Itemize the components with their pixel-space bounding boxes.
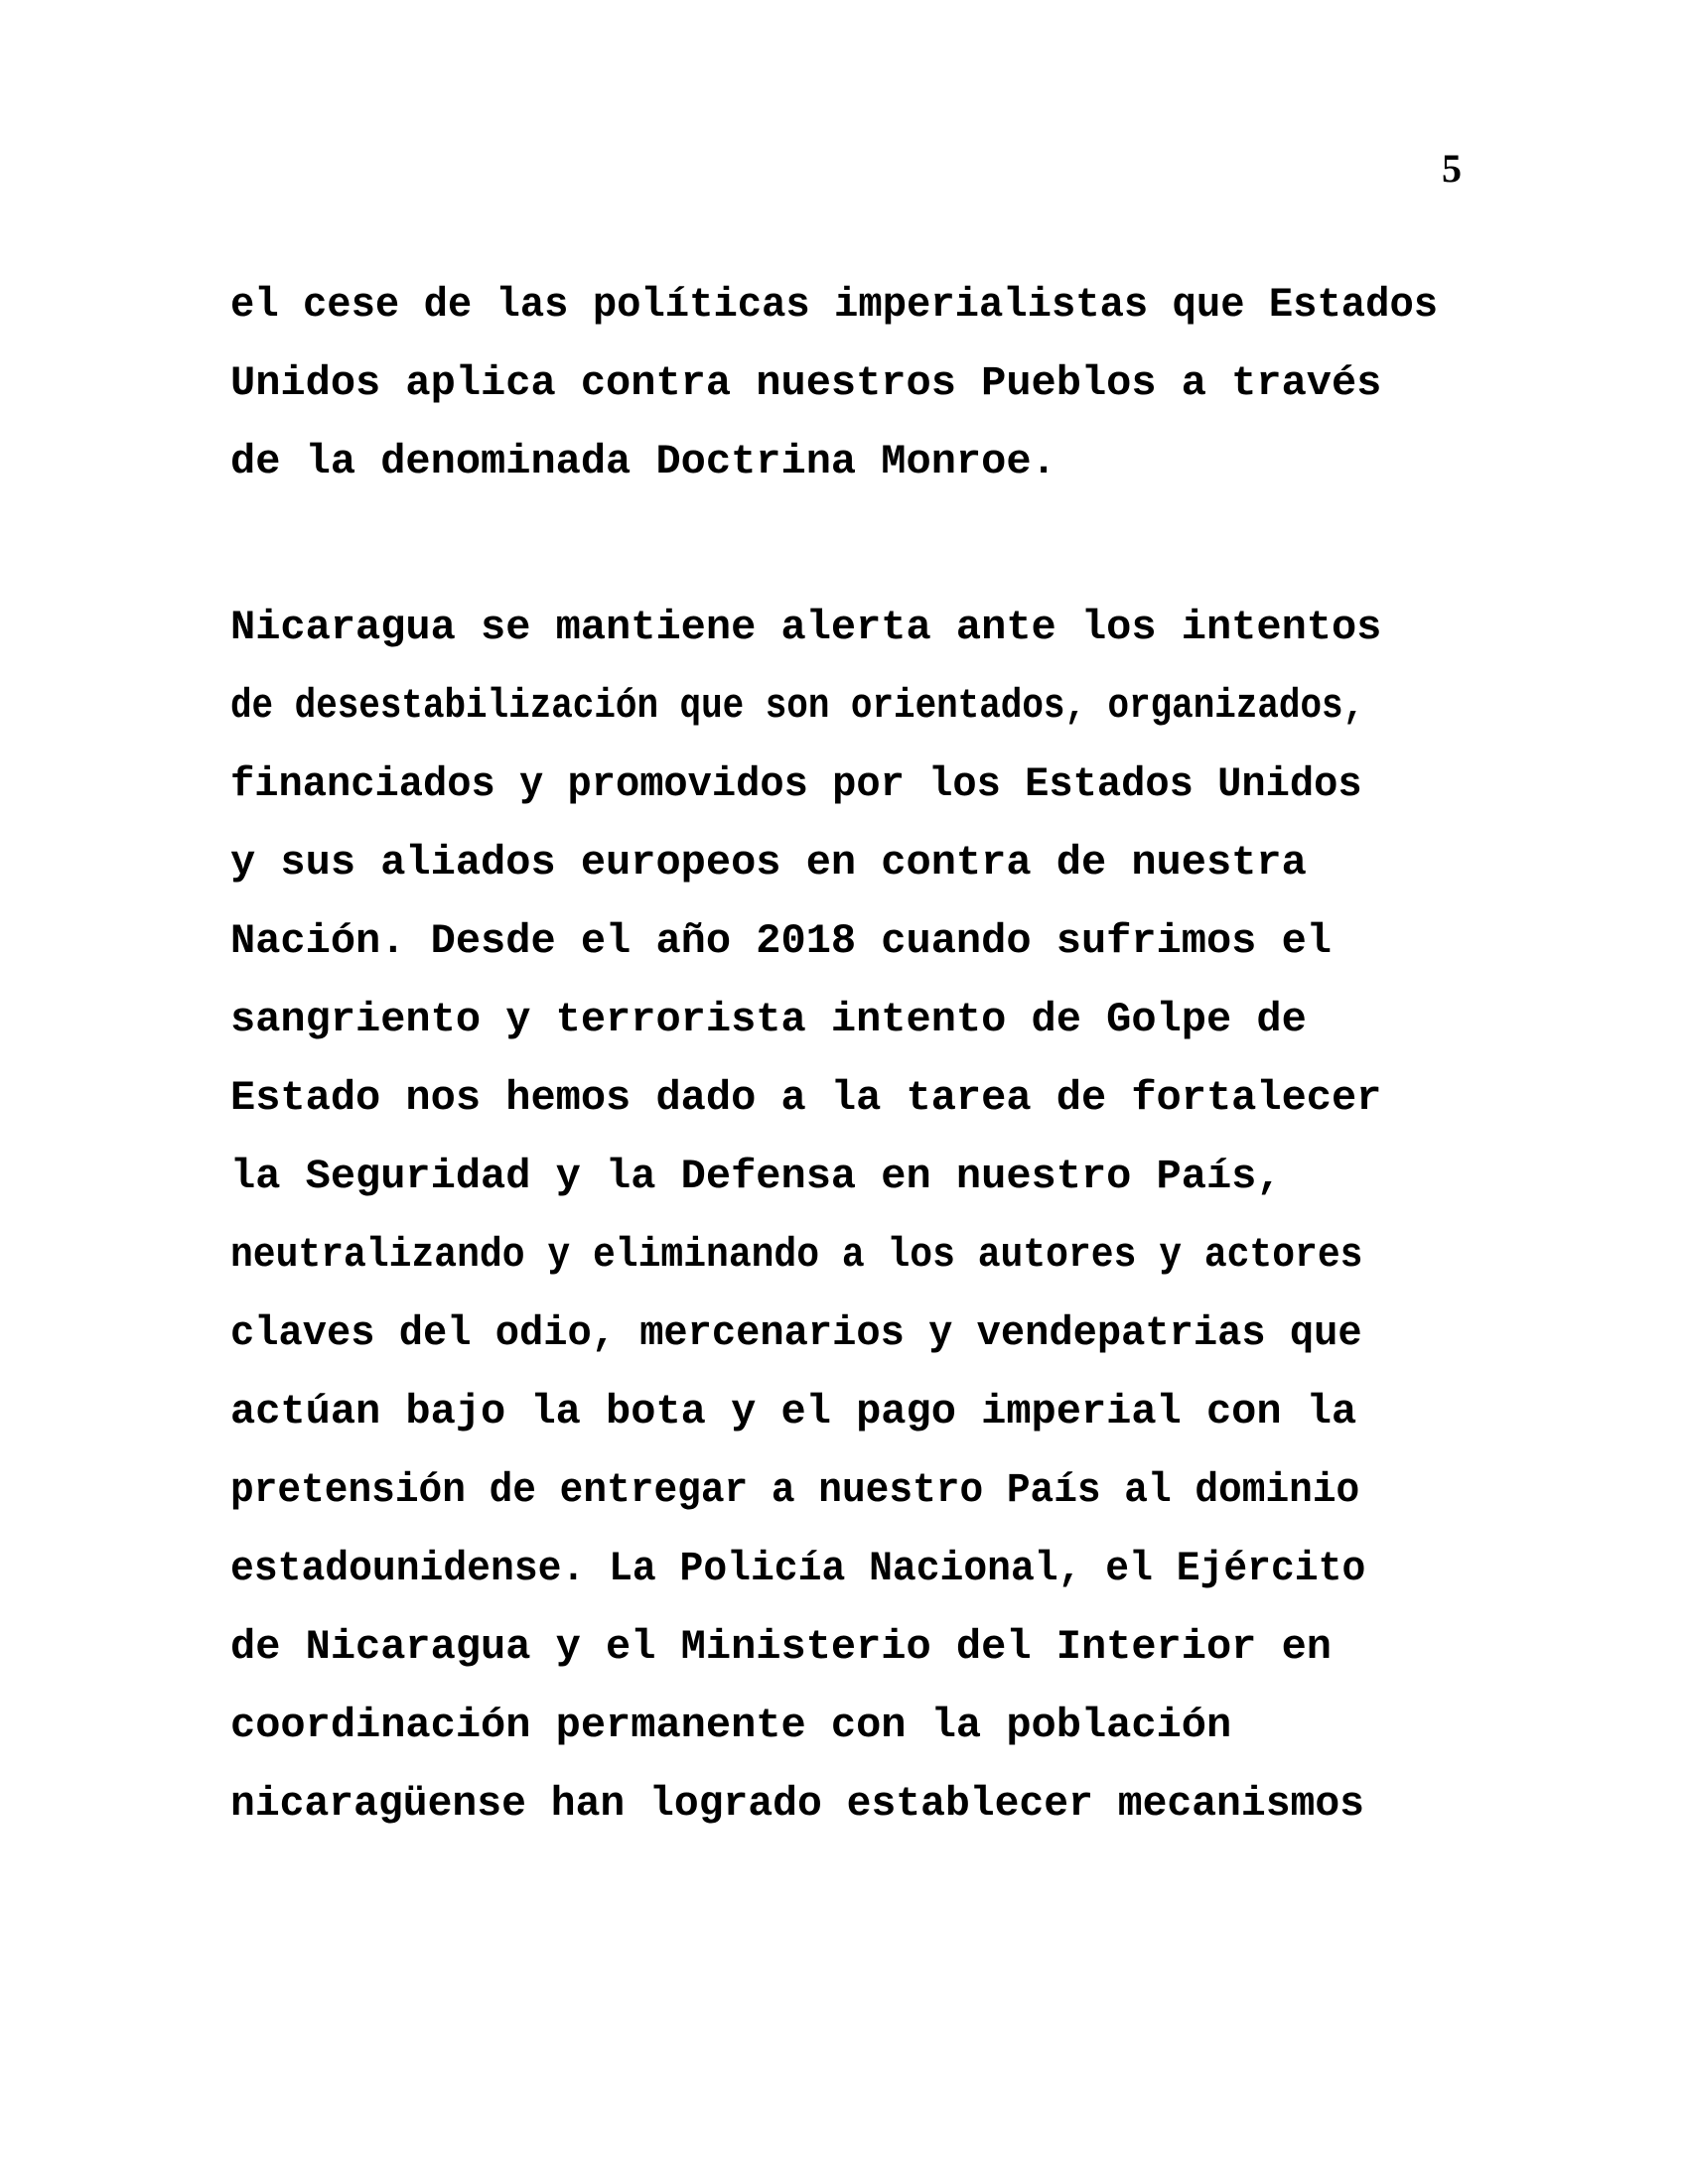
text-line: actúan bajo la bota y el pago imperial con la [230, 1388, 1357, 1435]
text-line: la Seguridad y la Defensa en nuestro País, [230, 1153, 1282, 1200]
text-line: de desestabilización que son orientados, organizados, [230, 682, 1365, 730]
text-line: el cese de las políticas imperialistas que Estados [230, 281, 1439, 329]
text-line: Nación. Desde el año 2018 cuando sufrimos el [230, 917, 1332, 965]
text-line: y sus aliados europeos en contra de nuestra [230, 839, 1307, 887]
text-line: sangriento y terrorista intento de Golpe de [230, 996, 1307, 1043]
text-line: financiados y promovidos por los Estados Unidos [230, 760, 1362, 808]
text-line: neutralizando y eliminando a los autores y actores [230, 1231, 1363, 1279]
text-line: Nicaragua se mantiene alerta ante los intentos [230, 604, 1382, 651]
text-line: de Nicaragua y el Ministerio del Interior en [230, 1623, 1332, 1671]
text-line: coordinación permanente con la población [230, 1702, 1232, 1749]
page-number: 5 [1442, 146, 1462, 191]
text-line: Unidos aplica contra nuestros Pueblos a través [230, 359, 1382, 407]
text-line: de la denominada Doctrina Monroe. [230, 438, 1056, 485]
paragraph-2 [230, 589, 1446, 1843]
text-line: Estado nos hemos dado a la tarea de fortalecer [230, 1074, 1382, 1122]
text-line: nicaragüense han logrado establecer mecanismos [230, 1780, 1364, 1828]
text-line: claves del odio, mercenarios y vendepatrias que [230, 1309, 1362, 1357]
text-line: estadounidense. La Policía Nacional, el Ejército [230, 1545, 1366, 1592]
paragraph-1 [230, 266, 1446, 501]
document-body [230, 266, 1446, 1843]
text-line: pretensión de entregar a nuestro País al dominio [230, 1466, 1360, 1514]
